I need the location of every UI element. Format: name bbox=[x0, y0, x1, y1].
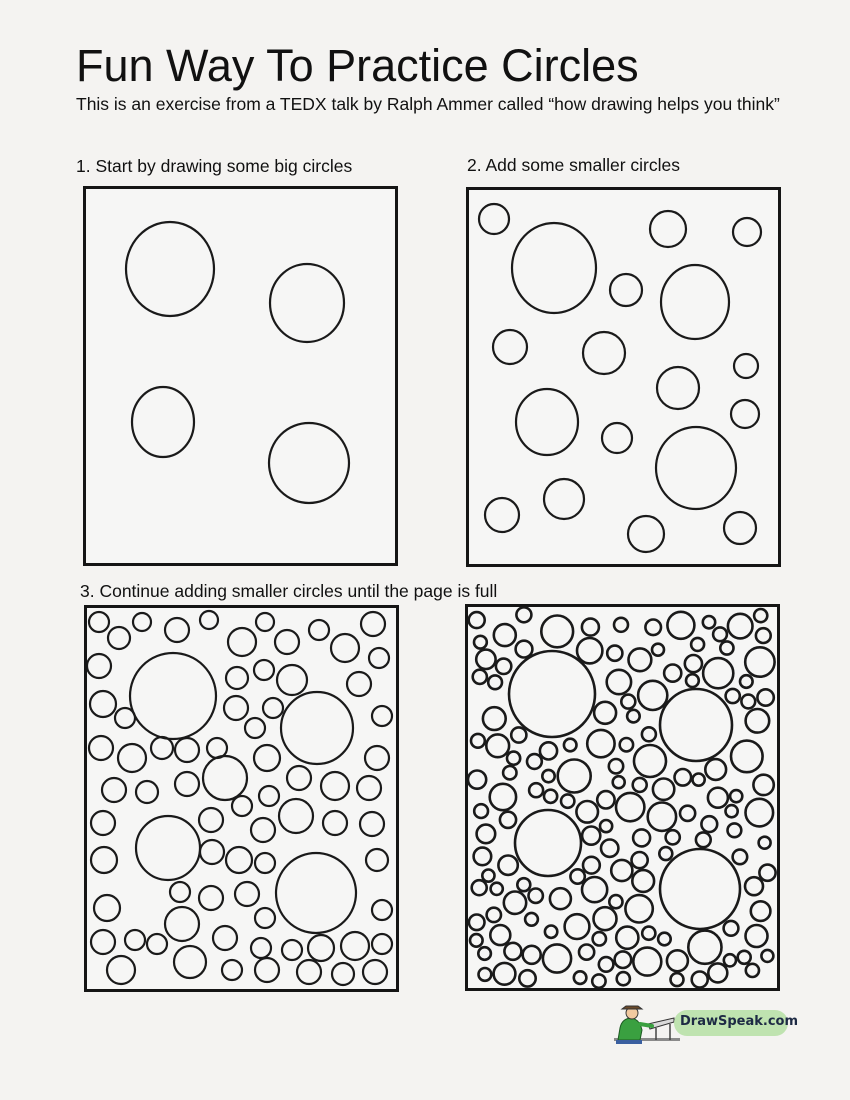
small-circle bbox=[686, 674, 699, 687]
small-circle bbox=[175, 738, 199, 762]
step-3-circles bbox=[87, 608, 396, 989]
small-circle bbox=[632, 852, 648, 868]
big-circle bbox=[656, 427, 736, 509]
small-circle bbox=[617, 972, 630, 985]
small-circle bbox=[468, 771, 486, 789]
small-circle bbox=[751, 901, 771, 921]
small-circle bbox=[174, 946, 206, 978]
small-circle bbox=[477, 825, 496, 844]
small-circle bbox=[275, 630, 299, 654]
small-circle bbox=[254, 745, 280, 771]
small-circle bbox=[579, 945, 594, 960]
small-circle bbox=[582, 619, 599, 636]
small-circle bbox=[688, 931, 721, 964]
small-circle bbox=[541, 616, 573, 648]
small-circle bbox=[309, 620, 329, 640]
step-1-label: 1. Start by drawing some big circles bbox=[76, 156, 353, 176]
small-circle bbox=[471, 734, 485, 748]
small-circle bbox=[297, 960, 321, 984]
small-circle bbox=[632, 870, 654, 892]
small-circle bbox=[89, 612, 109, 632]
small-circle bbox=[642, 927, 655, 940]
step-2-label: 2. Add some smaller circles bbox=[467, 155, 680, 175]
big-circle bbox=[660, 849, 740, 929]
small-circle bbox=[89, 736, 113, 760]
small-circle bbox=[671, 973, 684, 986]
big-circle bbox=[136, 816, 200, 880]
drawspeak-brand bbox=[612, 1000, 799, 1045]
small-circle bbox=[487, 908, 501, 922]
small-circle bbox=[228, 628, 256, 656]
small-circle bbox=[500, 812, 516, 828]
small-circle bbox=[360, 812, 384, 836]
small-circle bbox=[226, 667, 248, 689]
small-circle bbox=[341, 932, 369, 960]
small-circle bbox=[745, 647, 774, 676]
small-circle bbox=[648, 803, 676, 831]
small-circle bbox=[496, 659, 511, 674]
small-circle bbox=[731, 400, 759, 428]
small-circle bbox=[610, 274, 642, 306]
small-circle bbox=[740, 675, 753, 688]
small-circle bbox=[594, 702, 616, 724]
big-circle bbox=[269, 423, 349, 503]
small-circle bbox=[478, 947, 491, 960]
small-circle bbox=[627, 710, 640, 723]
small-circle bbox=[633, 948, 661, 976]
small-circle bbox=[498, 856, 517, 875]
step-3-drawing-panel bbox=[84, 605, 399, 992]
small-circle bbox=[494, 963, 516, 985]
small-circle bbox=[469, 915, 485, 931]
small-circle bbox=[165, 907, 199, 941]
step-1-drawing-panel bbox=[83, 186, 398, 566]
small-circle bbox=[734, 354, 758, 378]
small-circle bbox=[200, 611, 218, 629]
small-circle bbox=[369, 648, 389, 668]
small-circle bbox=[754, 609, 767, 622]
small-circle bbox=[645, 620, 661, 636]
small-circle bbox=[102, 778, 126, 802]
small-circle bbox=[493, 330, 527, 364]
small-circle bbox=[245, 718, 265, 738]
small-circle bbox=[629, 648, 652, 671]
step-4-circles bbox=[468, 607, 777, 988]
small-circle bbox=[517, 878, 530, 891]
small-circle bbox=[576, 801, 598, 823]
small-circle bbox=[372, 934, 392, 954]
small-circle bbox=[504, 892, 526, 914]
small-circle bbox=[308, 935, 334, 961]
small-circle bbox=[90, 691, 116, 717]
small-circle bbox=[363, 960, 387, 984]
big-circle bbox=[132, 387, 194, 457]
small-circle bbox=[708, 963, 727, 982]
small-circle bbox=[519, 970, 535, 986]
small-circle bbox=[94, 895, 120, 921]
small-circle bbox=[107, 956, 135, 984]
small-circle bbox=[659, 847, 672, 860]
small-circle bbox=[474, 848, 492, 866]
small-circle bbox=[255, 958, 279, 982]
small-circle bbox=[474, 636, 487, 649]
small-circle bbox=[564, 739, 577, 752]
small-circle bbox=[482, 870, 494, 882]
small-circle bbox=[724, 512, 756, 544]
small-circle bbox=[620, 738, 633, 751]
small-circle bbox=[136, 781, 158, 803]
small-circle bbox=[483, 707, 506, 730]
big-circle bbox=[509, 651, 595, 737]
small-circle bbox=[738, 951, 751, 964]
small-circle bbox=[570, 869, 584, 883]
small-circle bbox=[759, 865, 775, 881]
small-circle bbox=[616, 927, 638, 949]
small-circle bbox=[593, 932, 606, 945]
small-circle bbox=[321, 772, 349, 800]
small-circle bbox=[543, 944, 571, 972]
small-circle bbox=[582, 827, 600, 845]
small-circle bbox=[621, 695, 635, 709]
small-circle bbox=[213, 926, 237, 950]
small-circle bbox=[516, 641, 533, 658]
small-circle bbox=[726, 689, 740, 703]
small-circle bbox=[558, 760, 591, 793]
small-circle bbox=[199, 886, 223, 910]
small-circle bbox=[115, 708, 135, 728]
small-circle bbox=[614, 618, 628, 632]
small-circle bbox=[361, 612, 385, 636]
small-circle bbox=[705, 759, 726, 780]
small-circle bbox=[476, 650, 495, 669]
small-circle bbox=[175, 772, 199, 796]
small-circle bbox=[607, 646, 622, 661]
small-circle bbox=[625, 895, 652, 922]
small-circle bbox=[583, 332, 625, 374]
small-circle bbox=[628, 516, 664, 552]
small-circle bbox=[490, 925, 510, 945]
small-circle bbox=[479, 204, 509, 234]
small-circle bbox=[602, 423, 632, 453]
small-circle bbox=[634, 745, 666, 777]
small-circle bbox=[199, 808, 223, 832]
small-circle bbox=[633, 778, 647, 792]
step-1-circles bbox=[86, 189, 395, 563]
small-circle bbox=[730, 790, 742, 802]
small-circle bbox=[527, 754, 542, 769]
small-circle bbox=[469, 612, 485, 628]
small-circle bbox=[540, 742, 557, 759]
small-circle bbox=[675, 769, 692, 786]
small-circle bbox=[256, 613, 274, 631]
small-circle bbox=[474, 804, 488, 818]
small-circle bbox=[550, 888, 571, 909]
small-circle bbox=[611, 860, 632, 881]
small-circle bbox=[470, 934, 483, 947]
small-circle bbox=[118, 744, 146, 772]
small-circle bbox=[574, 971, 587, 984]
small-circle bbox=[609, 759, 623, 773]
small-circle bbox=[583, 857, 600, 874]
small-circle bbox=[726, 805, 738, 817]
small-circle bbox=[279, 799, 313, 833]
small-circle bbox=[108, 627, 130, 649]
small-circle bbox=[232, 796, 252, 816]
small-circle bbox=[224, 696, 248, 720]
page-subtitle: This is an exercise from a TEDX talk by Ralph Ammer called “how drawing helps you think” bbox=[76, 94, 780, 114]
small-circle bbox=[488, 675, 502, 689]
big-circle bbox=[130, 653, 216, 739]
small-circle bbox=[701, 816, 717, 832]
small-circle bbox=[494, 624, 516, 646]
small-circle bbox=[703, 658, 733, 688]
small-circle bbox=[652, 644, 664, 656]
small-circle bbox=[523, 946, 541, 964]
small-circle bbox=[713, 627, 727, 641]
small-circle bbox=[594, 907, 617, 930]
small-circle bbox=[650, 211, 686, 247]
small-circle bbox=[657, 367, 699, 409]
step-2-circles bbox=[469, 190, 778, 564]
small-circle bbox=[511, 727, 526, 742]
page-title: Fun Way To Practice Circles bbox=[76, 40, 639, 91]
small-circle bbox=[733, 850, 748, 865]
small-circle bbox=[666, 830, 680, 844]
small-circle bbox=[331, 634, 359, 662]
small-circle bbox=[544, 479, 584, 519]
small-circle bbox=[91, 930, 115, 954]
small-circle bbox=[724, 954, 736, 966]
small-circle bbox=[745, 877, 763, 895]
small-circle bbox=[151, 737, 173, 759]
brand-name[interactable]: DrawSpeak.com bbox=[680, 1014, 799, 1029]
small-circle bbox=[277, 665, 307, 695]
small-circle bbox=[203, 756, 247, 800]
small-circle bbox=[133, 613, 151, 631]
step-3-label: 3. Continue adding smaller circles until the page is full bbox=[80, 581, 498, 601]
small-circle bbox=[372, 706, 392, 726]
small-circle bbox=[529, 783, 543, 797]
small-circle bbox=[255, 908, 275, 928]
small-circle bbox=[165, 618, 189, 642]
small-circle bbox=[516, 607, 531, 622]
small-circle bbox=[633, 829, 650, 846]
small-circle bbox=[254, 660, 274, 680]
small-circle bbox=[601, 840, 618, 857]
big-circle bbox=[512, 223, 596, 313]
small-circle bbox=[599, 957, 614, 972]
small-circle bbox=[759, 837, 771, 849]
small-circle bbox=[592, 974, 605, 987]
small-circle bbox=[323, 811, 347, 835]
small-circle bbox=[251, 938, 271, 958]
small-circle bbox=[282, 940, 302, 960]
big-circle bbox=[660, 689, 732, 761]
small-circle bbox=[691, 638, 704, 651]
small-circle bbox=[529, 889, 543, 903]
small-circle bbox=[365, 746, 389, 770]
small-circle bbox=[542, 770, 554, 782]
small-circle bbox=[693, 774, 705, 786]
small-circle bbox=[597, 791, 614, 808]
small-circle bbox=[609, 895, 622, 908]
small-circle bbox=[724, 921, 739, 936]
big-circle bbox=[516, 389, 578, 455]
big-circle bbox=[276, 853, 356, 933]
small-circle bbox=[525, 913, 538, 926]
small-circle bbox=[251, 818, 275, 842]
small-circle bbox=[757, 689, 773, 705]
small-circle bbox=[696, 832, 711, 847]
small-circle bbox=[125, 930, 145, 950]
small-circle bbox=[613, 776, 625, 788]
small-circle bbox=[728, 823, 742, 837]
small-circle bbox=[486, 734, 509, 757]
small-circle bbox=[235, 882, 259, 906]
small-circle bbox=[222, 960, 242, 980]
small-circle bbox=[347, 672, 371, 696]
small-circle bbox=[607, 670, 631, 694]
small-circle bbox=[472, 880, 487, 895]
small-circle bbox=[731, 741, 763, 773]
small-circle bbox=[490, 784, 516, 810]
small-circle bbox=[708, 788, 728, 808]
small-circle bbox=[577, 638, 602, 663]
small-circle bbox=[658, 933, 671, 946]
small-circle bbox=[587, 730, 614, 757]
small-circle bbox=[733, 218, 761, 246]
small-circle bbox=[357, 776, 381, 800]
small-circle bbox=[561, 794, 574, 807]
small-circle bbox=[761, 950, 773, 962]
small-circle bbox=[582, 877, 607, 902]
small-circle bbox=[741, 695, 755, 709]
small-circle bbox=[263, 698, 283, 718]
small-circle bbox=[753, 775, 773, 795]
step-4-drawing-panel bbox=[465, 604, 780, 991]
cartoon-artist-icon bbox=[612, 1000, 682, 1046]
small-circle bbox=[491, 883, 503, 895]
small-circle bbox=[200, 840, 224, 864]
small-circle bbox=[653, 779, 674, 800]
small-circle bbox=[720, 641, 733, 654]
small-circle bbox=[667, 612, 694, 639]
small-circle bbox=[544, 790, 557, 803]
small-circle bbox=[287, 766, 311, 790]
small-circle bbox=[746, 709, 770, 733]
small-circle bbox=[616, 793, 644, 821]
small-circle bbox=[366, 849, 388, 871]
small-circle bbox=[147, 934, 167, 954]
small-circle bbox=[226, 847, 252, 873]
small-circle bbox=[746, 964, 759, 977]
small-circle bbox=[642, 727, 656, 741]
small-circle bbox=[507, 752, 520, 765]
small-circle bbox=[545, 926, 557, 938]
small-circle bbox=[615, 951, 632, 968]
small-circle bbox=[91, 847, 117, 873]
small-circle bbox=[692, 972, 708, 988]
big-circle bbox=[270, 264, 344, 342]
small-circle bbox=[332, 963, 354, 985]
small-circle bbox=[255, 853, 275, 873]
small-circle bbox=[503, 766, 516, 779]
small-circle bbox=[703, 616, 715, 628]
small-circle bbox=[728, 614, 753, 639]
small-circle bbox=[746, 925, 768, 947]
small-circle bbox=[638, 681, 667, 710]
small-circle bbox=[664, 665, 681, 682]
big-circle bbox=[281, 692, 353, 764]
small-circle bbox=[667, 950, 688, 971]
small-circle bbox=[504, 943, 521, 960]
small-circle bbox=[685, 655, 702, 672]
small-circle bbox=[485, 498, 519, 532]
big-circle bbox=[661, 265, 729, 339]
big-circle bbox=[126, 222, 214, 316]
small-circle bbox=[565, 914, 590, 939]
small-circle bbox=[473, 670, 487, 684]
step-2-drawing-panel bbox=[466, 187, 781, 567]
small-circle bbox=[479, 968, 492, 981]
small-circle bbox=[259, 786, 279, 806]
small-circle bbox=[746, 799, 774, 827]
filled-circles-group bbox=[468, 607, 776, 988]
small-circle bbox=[87, 654, 111, 678]
small-circle bbox=[170, 882, 190, 902]
small-circle bbox=[91, 811, 115, 835]
small-circle bbox=[600, 820, 612, 832]
small-circle bbox=[680, 806, 695, 821]
small-circle bbox=[372, 900, 392, 920]
big-circle bbox=[515, 810, 581, 876]
small-circle bbox=[756, 628, 771, 643]
